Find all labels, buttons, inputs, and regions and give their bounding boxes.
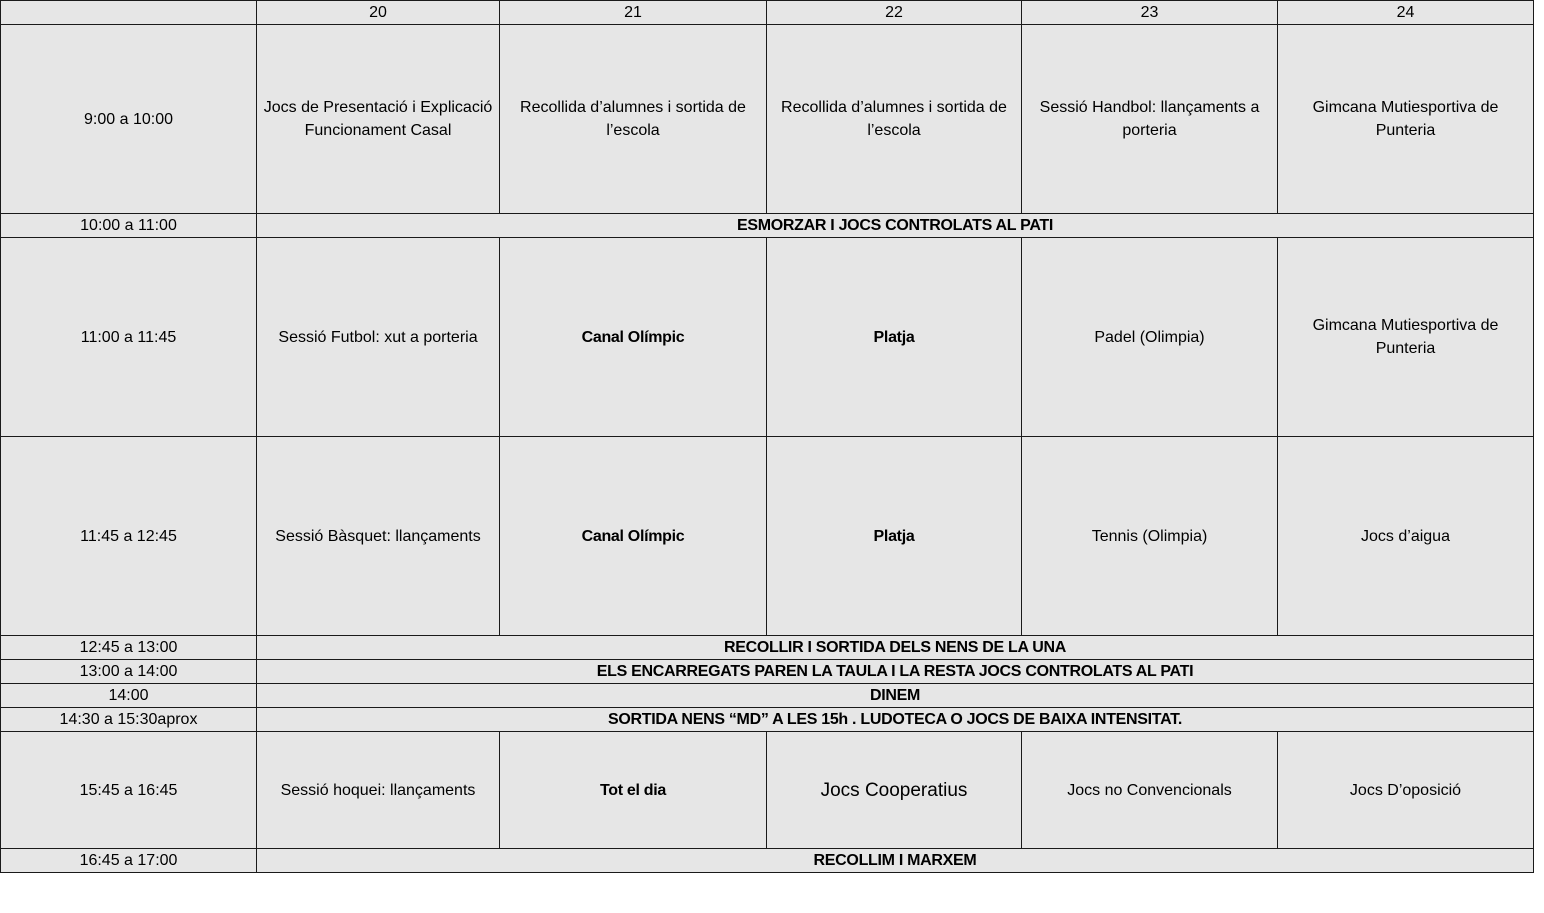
time-slot: 9:00 a 10:00 — [1, 25, 257, 214]
time-slot: 14:00 — [1, 684, 257, 708]
table-row — [1, 732, 1534, 849]
activity-cell: Sessió Futbol: xut a porteria — [257, 238, 500, 437]
activity-cell: Tennis (Olimpia) — [1022, 437, 1278, 636]
header-corner — [1, 1, 257, 25]
activity-cell: Canal Olímpic — [500, 437, 767, 636]
activity-cell: Recollida d’alumnes i sortida de l’escola — [767, 25, 1022, 214]
day-header: 24 — [1278, 1, 1534, 25]
activity-cell: Sessió Bàsquet: llançaments — [257, 437, 500, 636]
table-row — [1, 636, 1534, 660]
activity-cell: Jocs Cooperatius — [767, 732, 1022, 849]
time-slot: 14:30 a 15:30aprox — [1, 708, 257, 732]
time-slot: 15:45 a 16:45 — [1, 732, 257, 849]
activity-cell: Gimcana Mutiesportiva de Punteria — [1278, 25, 1534, 214]
full-day-activity: ESMORZAR I JOCS CONTROLATS AL PATI — [257, 214, 1534, 238]
time-slot: 16:45 a 17:00 — [1, 849, 257, 873]
activity-cell: Tot el dia — [500, 732, 767, 849]
day-header: 22 — [767, 1, 1022, 25]
time-slot: 11:00 a 11:45 — [1, 238, 257, 437]
full-day-activity: RECOLLIR I SORTIDA DELS NENS DE LA UNA — [257, 636, 1534, 660]
day-header: 23 — [1022, 1, 1278, 25]
activity-cell: Padel (Olimpia) — [1022, 238, 1278, 437]
activity-cell: Platja — [767, 238, 1022, 437]
activity-cell: Sessió hoquei: llançaments — [257, 732, 500, 849]
activity-cell: Jocs D’oposició — [1278, 732, 1534, 849]
day-header: 21 — [500, 1, 767, 25]
activity-cell: Jocs de Presentació i Explicació Funcionament Casal — [257, 25, 500, 214]
table-row — [1, 849, 1534, 873]
table-row — [1, 660, 1534, 684]
time-slot: 11:45 a 12:45 — [1, 437, 257, 636]
header-row — [1, 1, 1534, 25]
activity-cell: Platja — [767, 437, 1022, 636]
full-day-activity: ELS ENCARREGATS PAREN LA TAULA I LA RESTA JOCS CONTROLATS AL PATI — [257, 660, 1534, 684]
time-slot: 10:00 a 11:00 — [1, 214, 257, 238]
activity-cell: Gimcana Mutiesportiva de Punteria — [1278, 238, 1534, 437]
table-row — [1, 437, 1534, 636]
time-slot: 13:00 a 14:00 — [1, 660, 257, 684]
table-row — [1, 238, 1534, 437]
day-header: 20 — [257, 1, 500, 25]
activity-cell: Jocs no Convencionals — [1022, 732, 1278, 849]
table-row — [1, 25, 1534, 214]
full-day-activity: SORTIDA NENS “MD” A LES 15h . LUDOTECA O JOCS DE BAIXA INTENSITAT. — [257, 708, 1534, 732]
table-row — [1, 708, 1534, 732]
table-row — [1, 684, 1534, 708]
activity-cell: Sessió Handbol: llançaments a porteria — [1022, 25, 1278, 214]
full-day-activity: DINEM — [257, 684, 1534, 708]
full-day-activity: RECOLLIM I MARXEM — [257, 849, 1534, 873]
time-slot: 12:45 a 13:00 — [1, 636, 257, 660]
activity-cell: Recollida d’alumnes i sortida de l’escola — [500, 25, 767, 214]
activity-cell: Canal Olímpic — [500, 238, 767, 437]
activity-cell: Jocs d’aigua — [1278, 437, 1534, 636]
table-row — [1, 214, 1534, 238]
